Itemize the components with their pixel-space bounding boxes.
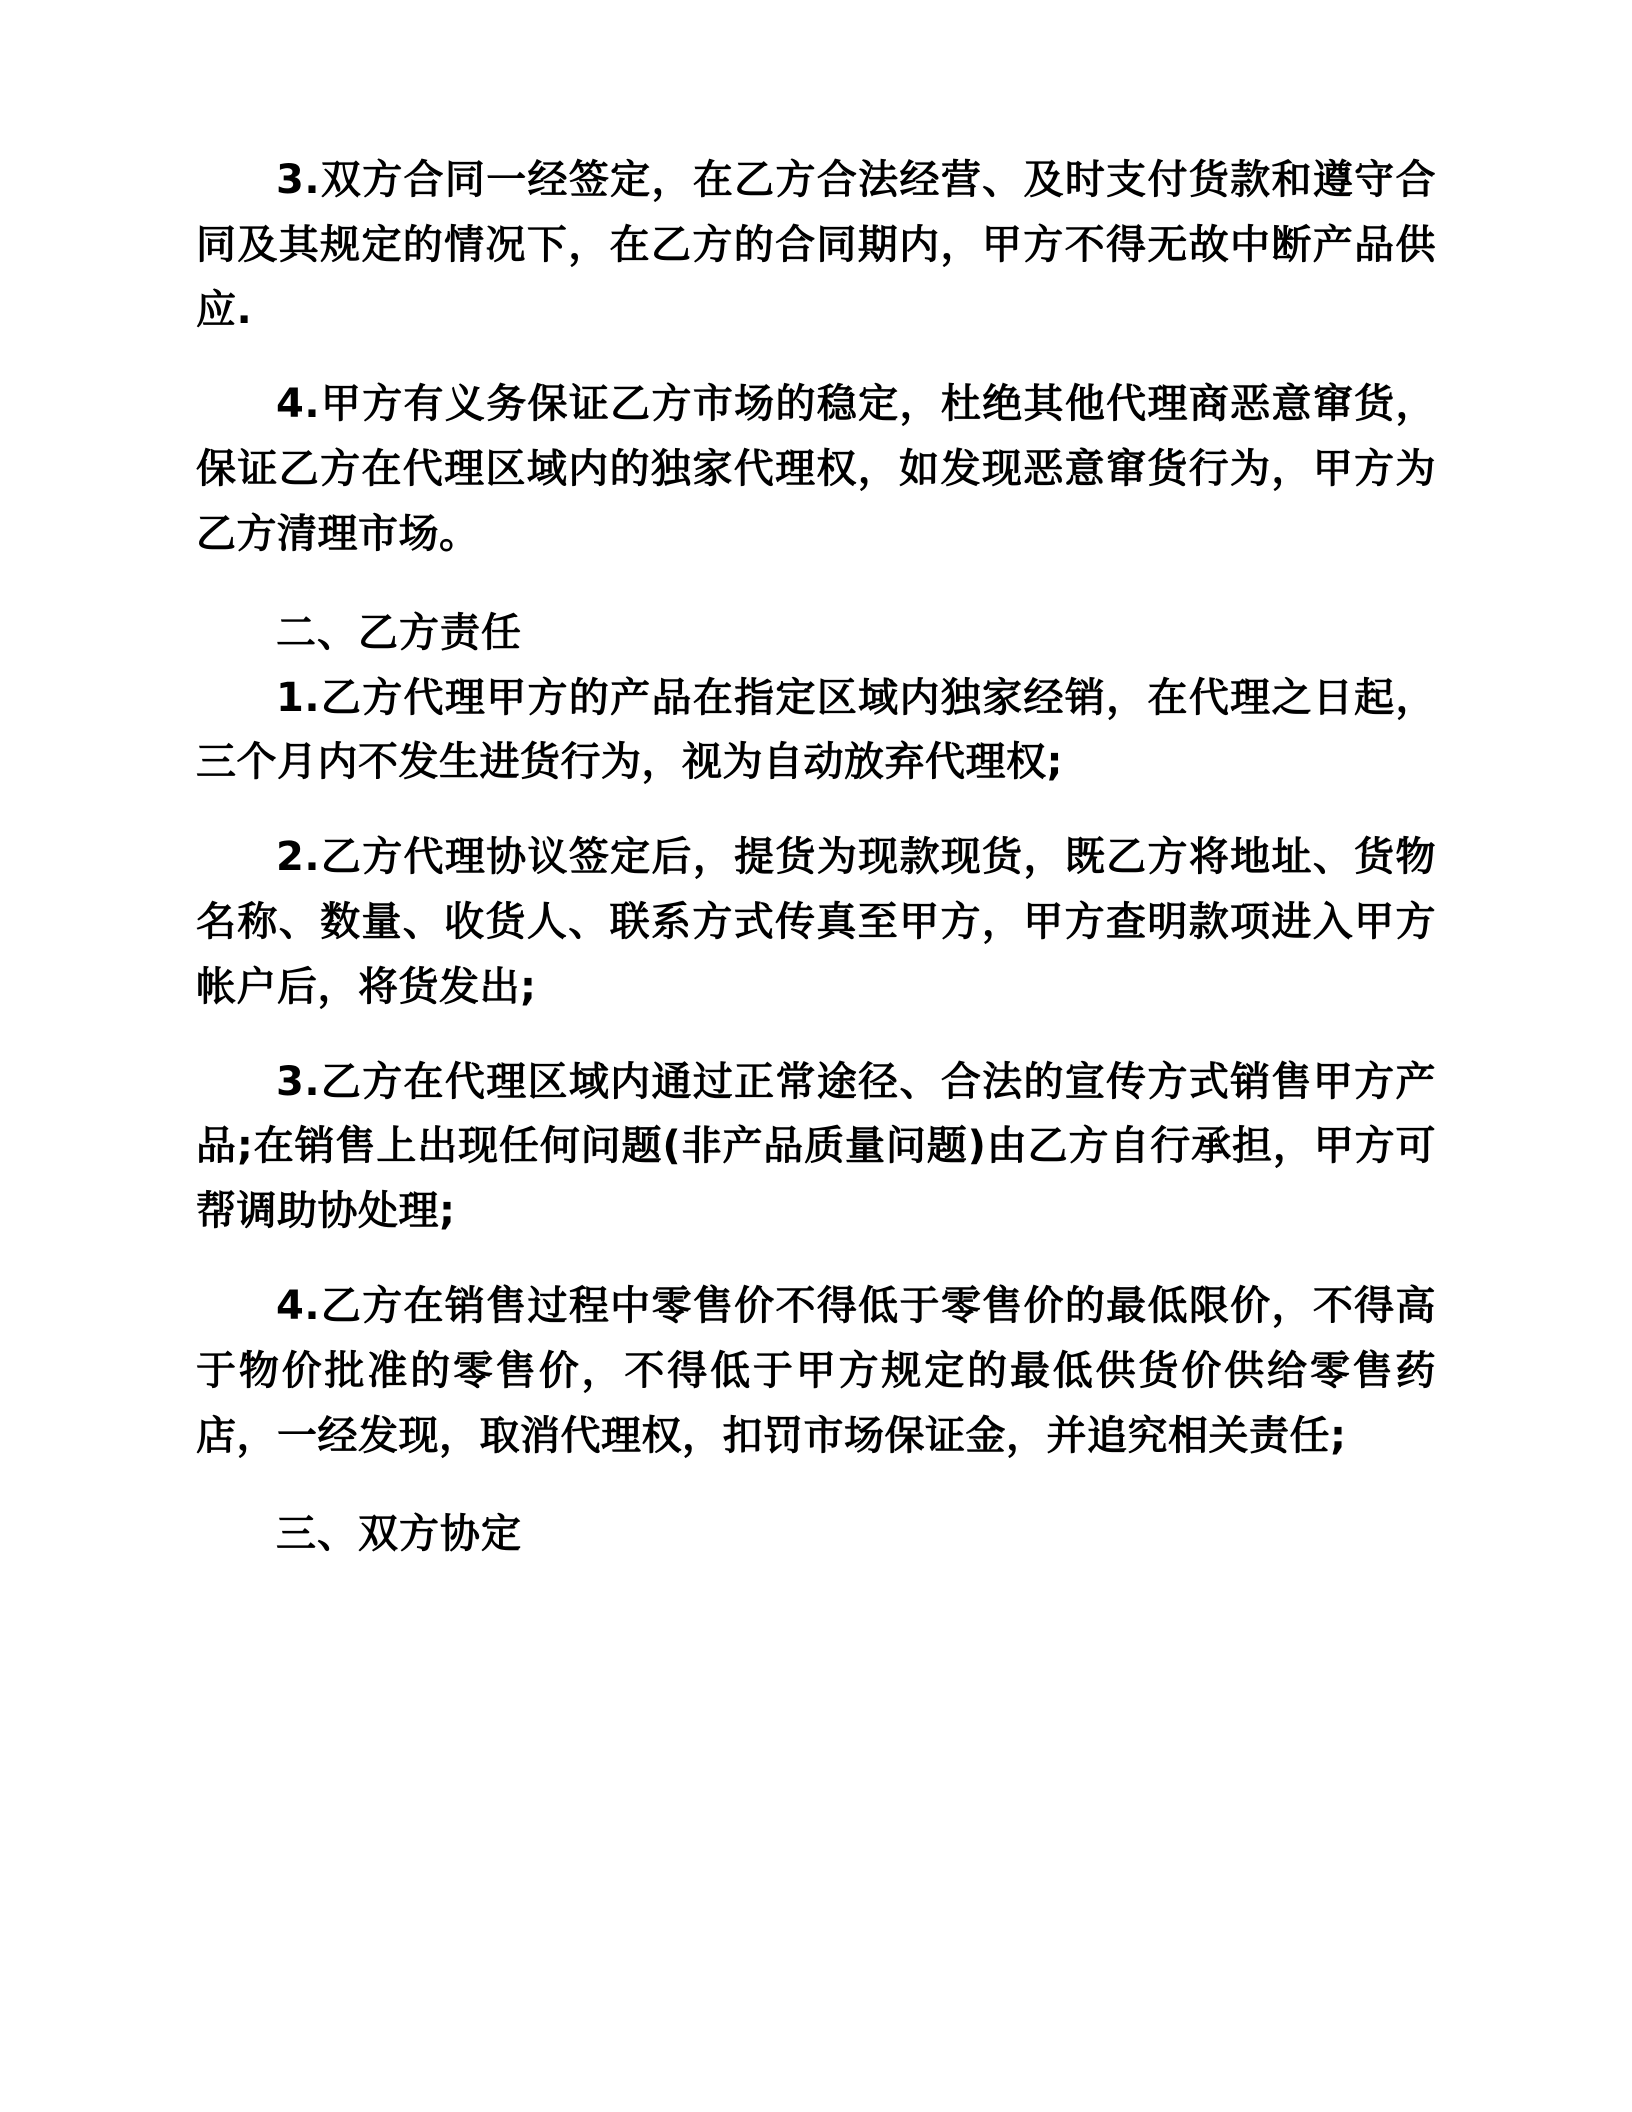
- clause-2-1: 1.乙方代理甲方的产品在指定区域内独家经销，在代理之日起，三个月内不发生进货行为，视为自动放弃代理权;: [196, 674, 1436, 786]
- document-body: [196, 148, 1436, 1567]
- clause-2-2: 2.乙方代理协议签定后，提货为现款现货，既乙方将地址、货物名称、数量、收货人、联系方式传真至甲方，甲方查明款项进入甲方帐户后，将货发出;: [196, 834, 1436, 1010]
- clause-2-4: 4.乙方在销售过程中零售价不得低于零售价的最低限价，不得高于物价批准的零售价，不得低于甲方规定的最低供货价供给零售药店，一经发现，取消代理权，扣罚市场保证金，并追究相关责任;: [196, 1282, 1436, 1459]
- clause-2-3: 3.乙方在代理区域内通过正常途径、合法的宣传方式销售甲方产品;在销售上出现任何问题(非产品质量问题)由乙方自行承担，甲方可帮调助协处理;: [196, 1058, 1436, 1235]
- clause-1-3: 3.双方合同一经签定，在乙方合法经营、及时支付货款和遵守合同及其规定的情况下，在乙方的合同期内，甲方不得无故中断产品供应.: [196, 157, 1436, 333]
- clause-1-4: 4.甲方有义务保证乙方市场的稳定，杜绝其他代理商恶意窜货，保证乙方在代理区域内的独家代理权，如发现恶意窜货行为，甲方为乙方清理市场。: [196, 381, 1436, 557]
- section-heading-two: 二、乙方责任: [276, 609, 522, 656]
- section-heading-three: 三、双方协定: [276, 1511, 522, 1558]
